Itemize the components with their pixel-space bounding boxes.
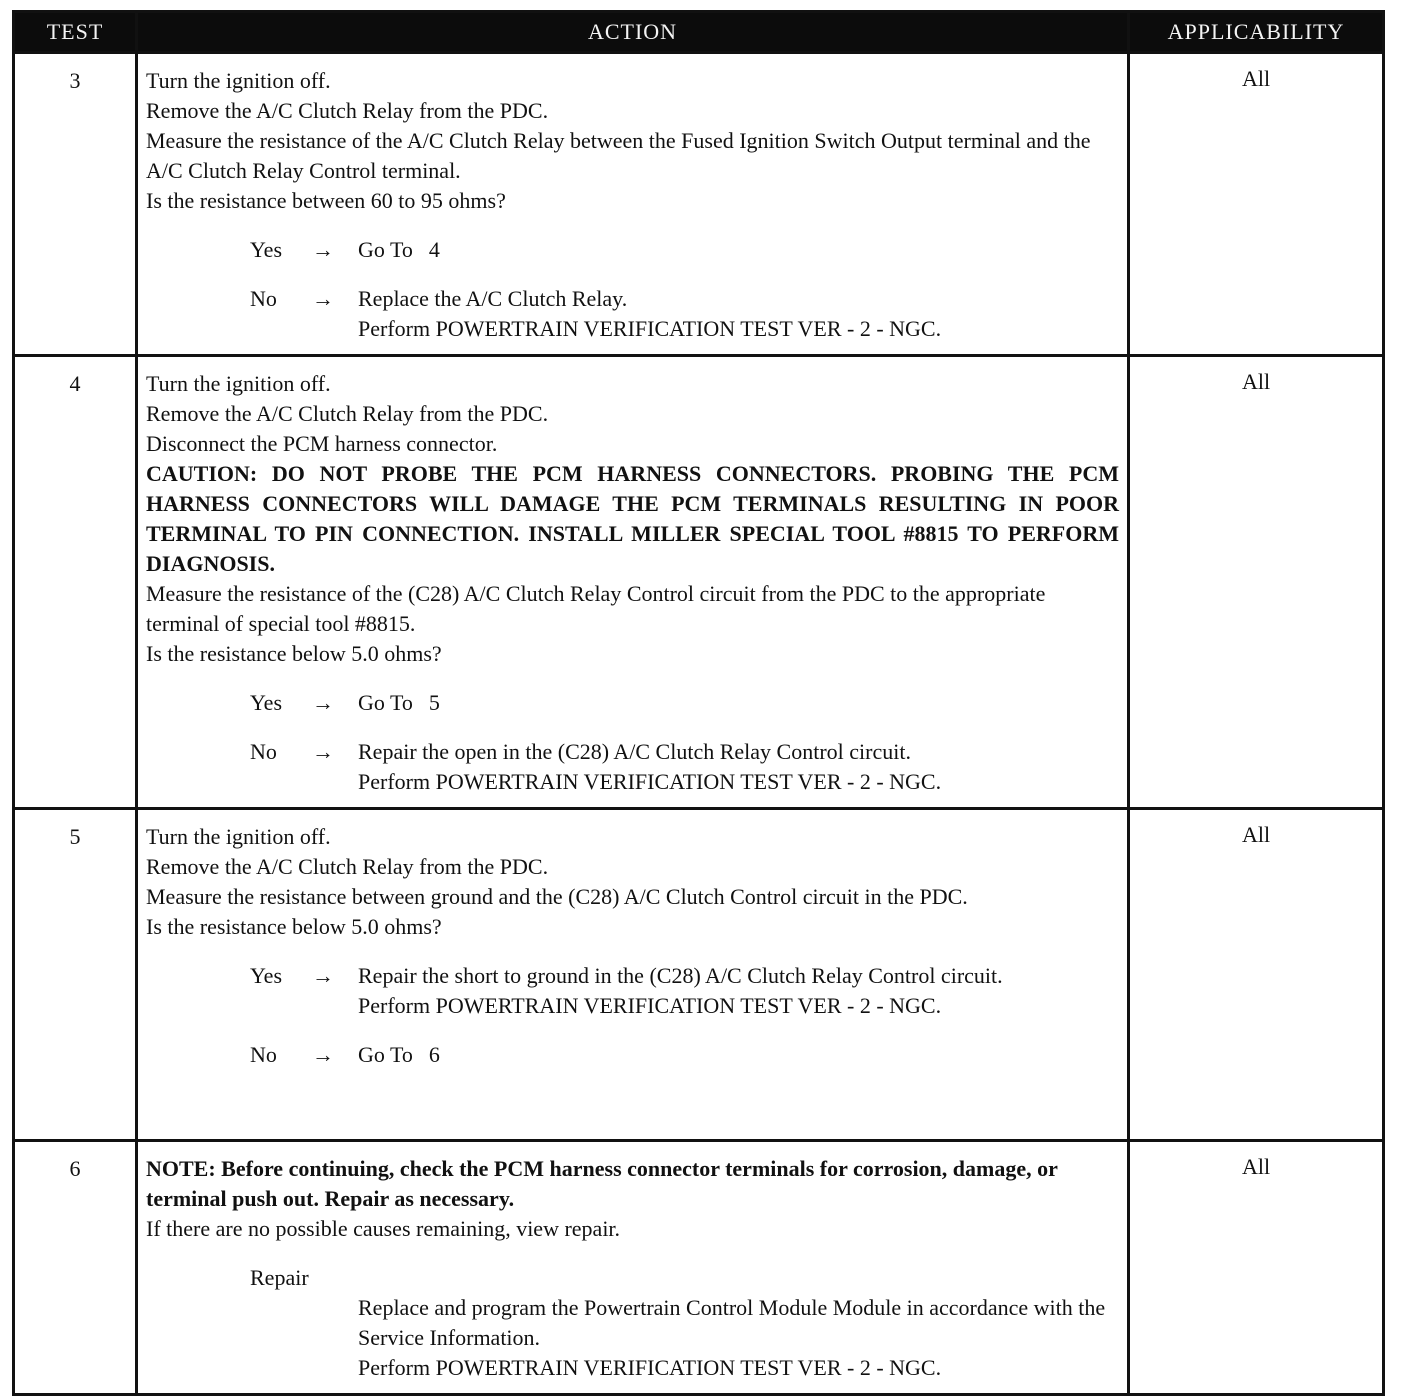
goto-text: Go To [358,1042,413,1067]
action-cell [137,1141,1129,1395]
test-number: 5 [14,809,137,1141]
step-text: Turn the ignition off. [146,68,331,93]
caution-text: CAUTION: DO NOT PROBE THE PCM HARNESS CONNECTORS. PROBING THE PCM HARNESS CONNECTORS WILL DAMAGE THE PCM TERMINALS RESULTING IN POOR TERMINAL TO PIN CONNECTION. INSTALL MILLER SPECIAL TOOL #8815 TO PERFORM DIAGNOSIS. [146,461,1119,576]
step-text: Measure the resistance between ground and the (C28) A/C Clutch Control circuit in the PDC. [146,884,968,909]
no-result [250,284,1119,344]
yes-result [250,235,1119,265]
result-line: Replace the A/C Clutch Relay. [358,286,628,311]
goto-link[interactable] [358,1040,1119,1070]
arrow-icon: → [312,1042,334,1067]
diagnostic-procedure-sheet [12,10,1382,1396]
applicability-value: All [1129,356,1384,809]
result-line: Repair the short to ground in the (C28) A/C Clutch Relay Control circuit. [358,963,1003,988]
result-line: Replace and program the Powertrain Control Module Module in accordance with the Service Information. [358,1295,1106,1350]
table-row [14,1141,1384,1395]
action-cell [137,53,1129,356]
diagnostic-test-table [12,10,1385,1396]
result-line: Perform POWERTRAIN VERIFICATION TEST VER - 2 - NGC. [358,1355,942,1380]
no-result [250,737,1119,797]
yes-result [250,961,1119,1021]
table-row [14,53,1384,356]
question-text: Is the resistance below 5.0 ohms? [146,641,442,666]
arrow-icon: → [312,286,334,311]
step-text: Turn the ignition off. [146,371,331,396]
goto-link[interactable] [358,688,1119,718]
repair-text [358,1293,1119,1383]
goto-number: 5 [428,690,440,715]
arrow-icon: → [312,690,334,715]
result-line: Perform POWERTRAIN VERIFICATION TEST VER - 2 - NGC. [358,316,942,341]
step-text: Turn the ignition off. [146,824,331,849]
step-text: Disconnect the PCM harness connector. [146,431,498,456]
step-text: Measure the resistance of the (C28) A/C Clutch Relay Control circuit from the PDC to the appropriate terminal of special tool #8815. [146,581,1046,636]
applicability-value: All [1129,809,1384,1141]
table-header-row [14,12,1384,53]
result-line: Perform POWERTRAIN VERIFICATION TEST VER - 2 - NGC. [358,993,942,1018]
result-line: Perform POWERTRAIN VERIFICATION TEST VER - 2 - NGC. [358,769,942,794]
step-text: Remove the A/C Clutch Relay from the PDC. [146,854,549,879]
goto-text: Go To [358,690,413,715]
test-number: 6 [14,1141,137,1395]
result-line: Repair the open in the (C28) A/C Clutch Relay Control circuit. [358,739,911,764]
repair-label: Repair [250,1265,309,1290]
no-result [250,1040,1119,1070]
arrow-icon: → [312,237,334,262]
header-applicability: APPLICABILITY [1129,12,1384,53]
step-text: Measure the resistance of the A/C Clutch Relay between the Fused Ignition Switch Output terminal and the A/C Clutch Relay Control terminal. [146,128,1091,183]
arrow-icon: → [312,739,334,764]
action-cell [137,809,1129,1141]
result-text [358,961,1119,1021]
test-number: 3 [14,53,137,356]
arrow-icon: → [312,963,334,988]
question-text: Is the resistance below 5.0 ohms? [146,914,442,939]
result-text [358,284,1119,344]
yes-label: Yes [250,237,283,262]
goto-number: 6 [428,1042,440,1067]
header-action: ACTION [137,12,1129,53]
goto-text: Go To [358,237,413,262]
test-number: 4 [14,356,137,809]
goto-number: 4 [428,237,440,262]
action-cell [137,356,1129,809]
no-label: No [250,1042,277,1067]
applicability-value: All [1129,1141,1384,1395]
yes-label: Yes [250,963,283,988]
header-test: TEST [14,12,137,53]
note-text: NOTE: Before continuing, check the PCM harness connector terminals for corrosion, damage, or terminal push out. Repair as necessary. [146,1156,1058,1211]
yes-result [250,688,1119,718]
table-row [14,809,1384,1141]
question-text: Is the resistance between 60 to 95 ohms? [146,188,506,213]
yes-label: Yes [250,690,283,715]
applicability-value: All [1129,53,1384,356]
step-text: If there are no possible causes remaining, view repair. [146,1216,621,1241]
goto-link[interactable] [358,235,1119,265]
no-label: No [250,286,277,311]
step-text: Remove the A/C Clutch Relay from the PDC. [146,401,549,426]
step-text: Remove the A/C Clutch Relay from the PDC. [146,98,549,123]
table-row [14,356,1384,809]
no-label: No [250,739,277,764]
result-text [358,737,1119,797]
